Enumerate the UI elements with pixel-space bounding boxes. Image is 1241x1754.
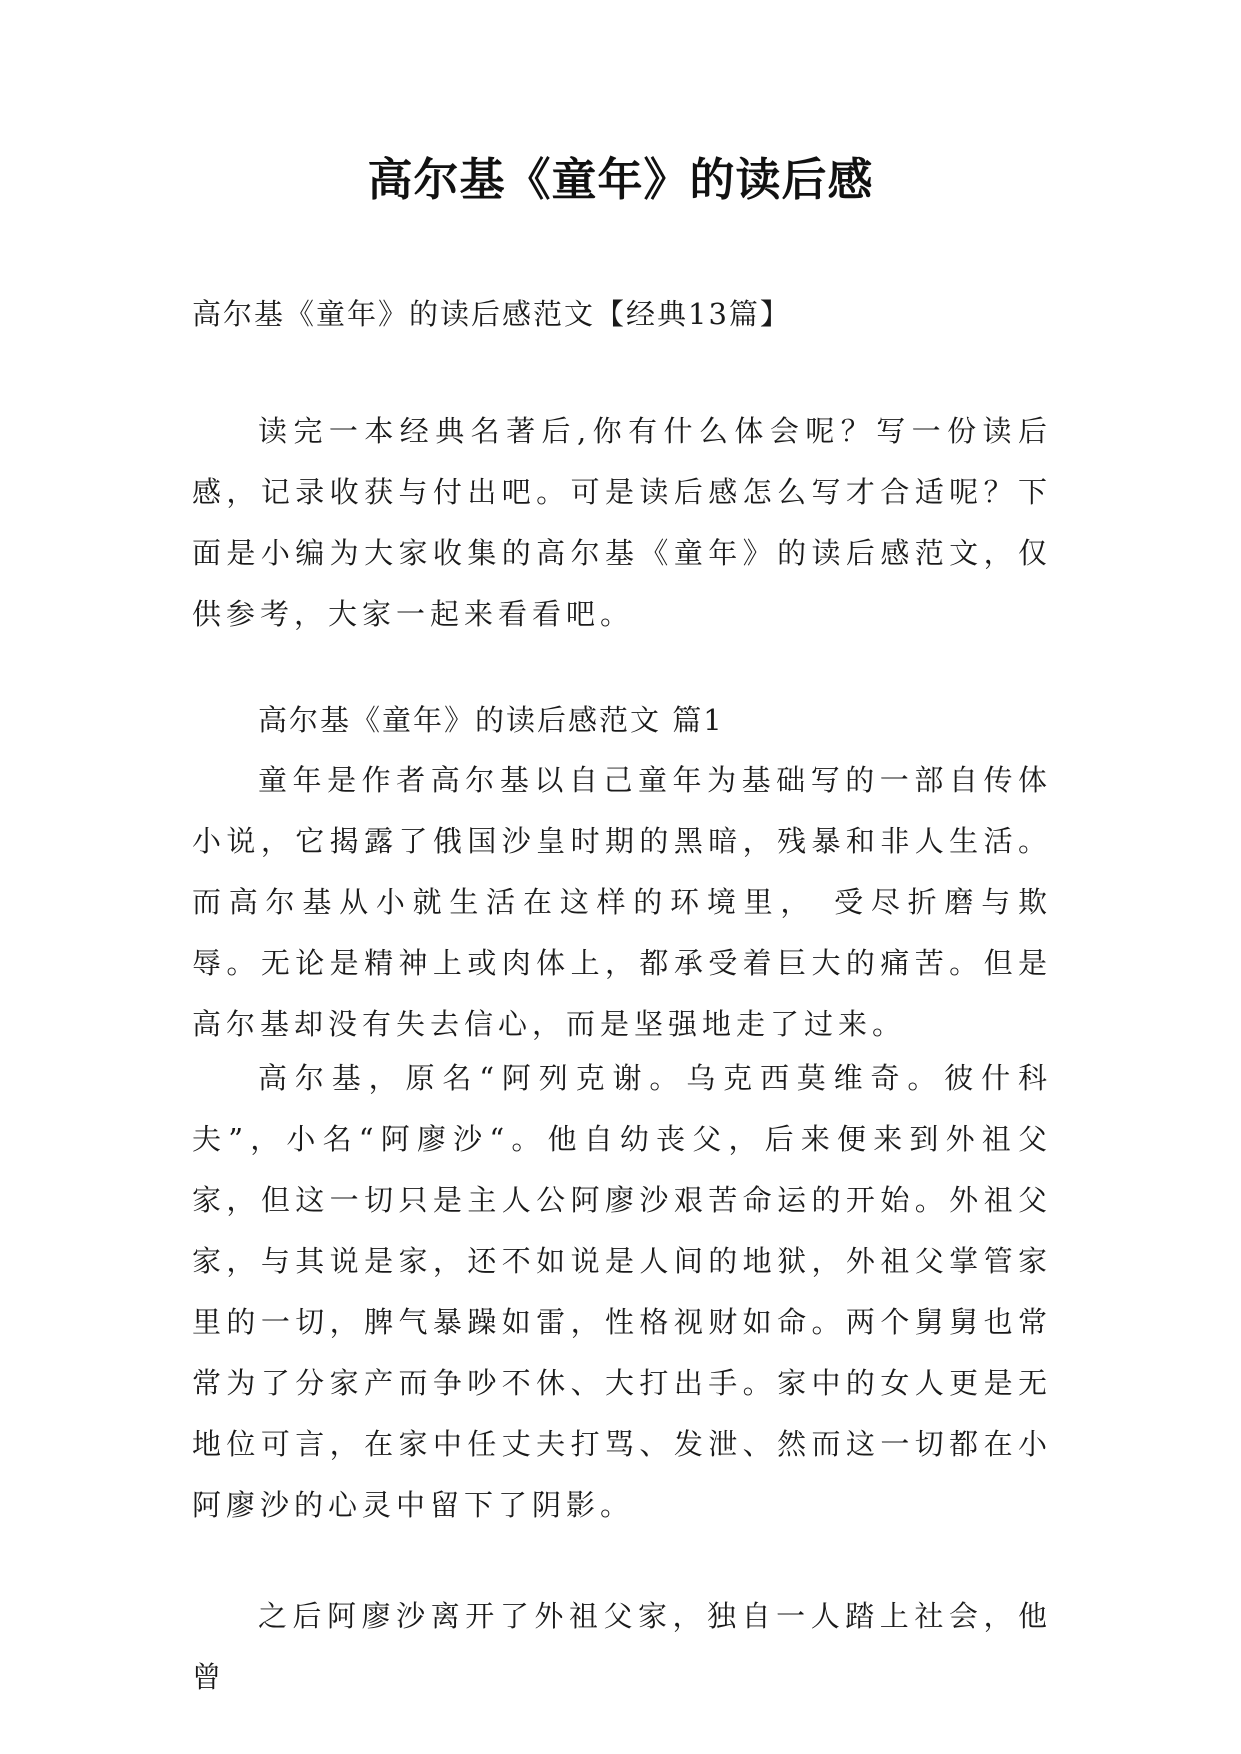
body-paragraph: 高尔基，原名“阿列克谢。乌克西莫维奇。彼什科夫”，小名“阿廖沙“。他自幼丧父，后来便来到外祖父家，但这一切只是主人公阿廖沙艰苦命运的开始。外祖父家，与其说是家，还不如说是人间的地狱，外祖父掌管家里的一切，脾气暴躁如雷，性格视财如命。两个舅舅也常常为了分家产而争吵不休、大打出手。家中的女人更是无地位可言，在家中任丈夫打骂、发泄、然而这一切都在小阿廖沙的心灵中留下了阴影。 — [192, 1061, 1052, 1522]
document-title: 高尔基《童年》的读后感 — [367, 153, 874, 206]
body-paragraph: 童年是作者高尔基以自己童年为基础写的一部自传体小说，它揭露了俄国沙皇时期的黑暗，残暴和非人生活。而高尔基从小就生活在这样的环境里， 受尽折磨与欺辱。无论是精神上或肉体上，都承受着巨大的痛苦。但是高尔基却没有失去信心，而是坚强地走了过来。 — [192, 763, 1052, 1041]
section-heading: 高尔基《童年》的读后感范文 篇1 — [258, 703, 724, 737]
intro-paragraph: 读完一本经典名著后,你有什么体会呢？写一份读后感，记录收获与付出吧。可是读后感怎么写才合适呢？下面是小编为大家收集的高尔基《童年》的读后感范文，仅供参考，大家一起来看看吧。 — [192, 414, 1052, 631]
document-subtitle: 高尔基《童年》的读后感范文【经典13篇】 — [192, 297, 791, 331]
body-paragraph: 之后阿廖沙离开了外祖父家，独自一人踏上社会，他曾 — [192, 1599, 1052, 1694]
